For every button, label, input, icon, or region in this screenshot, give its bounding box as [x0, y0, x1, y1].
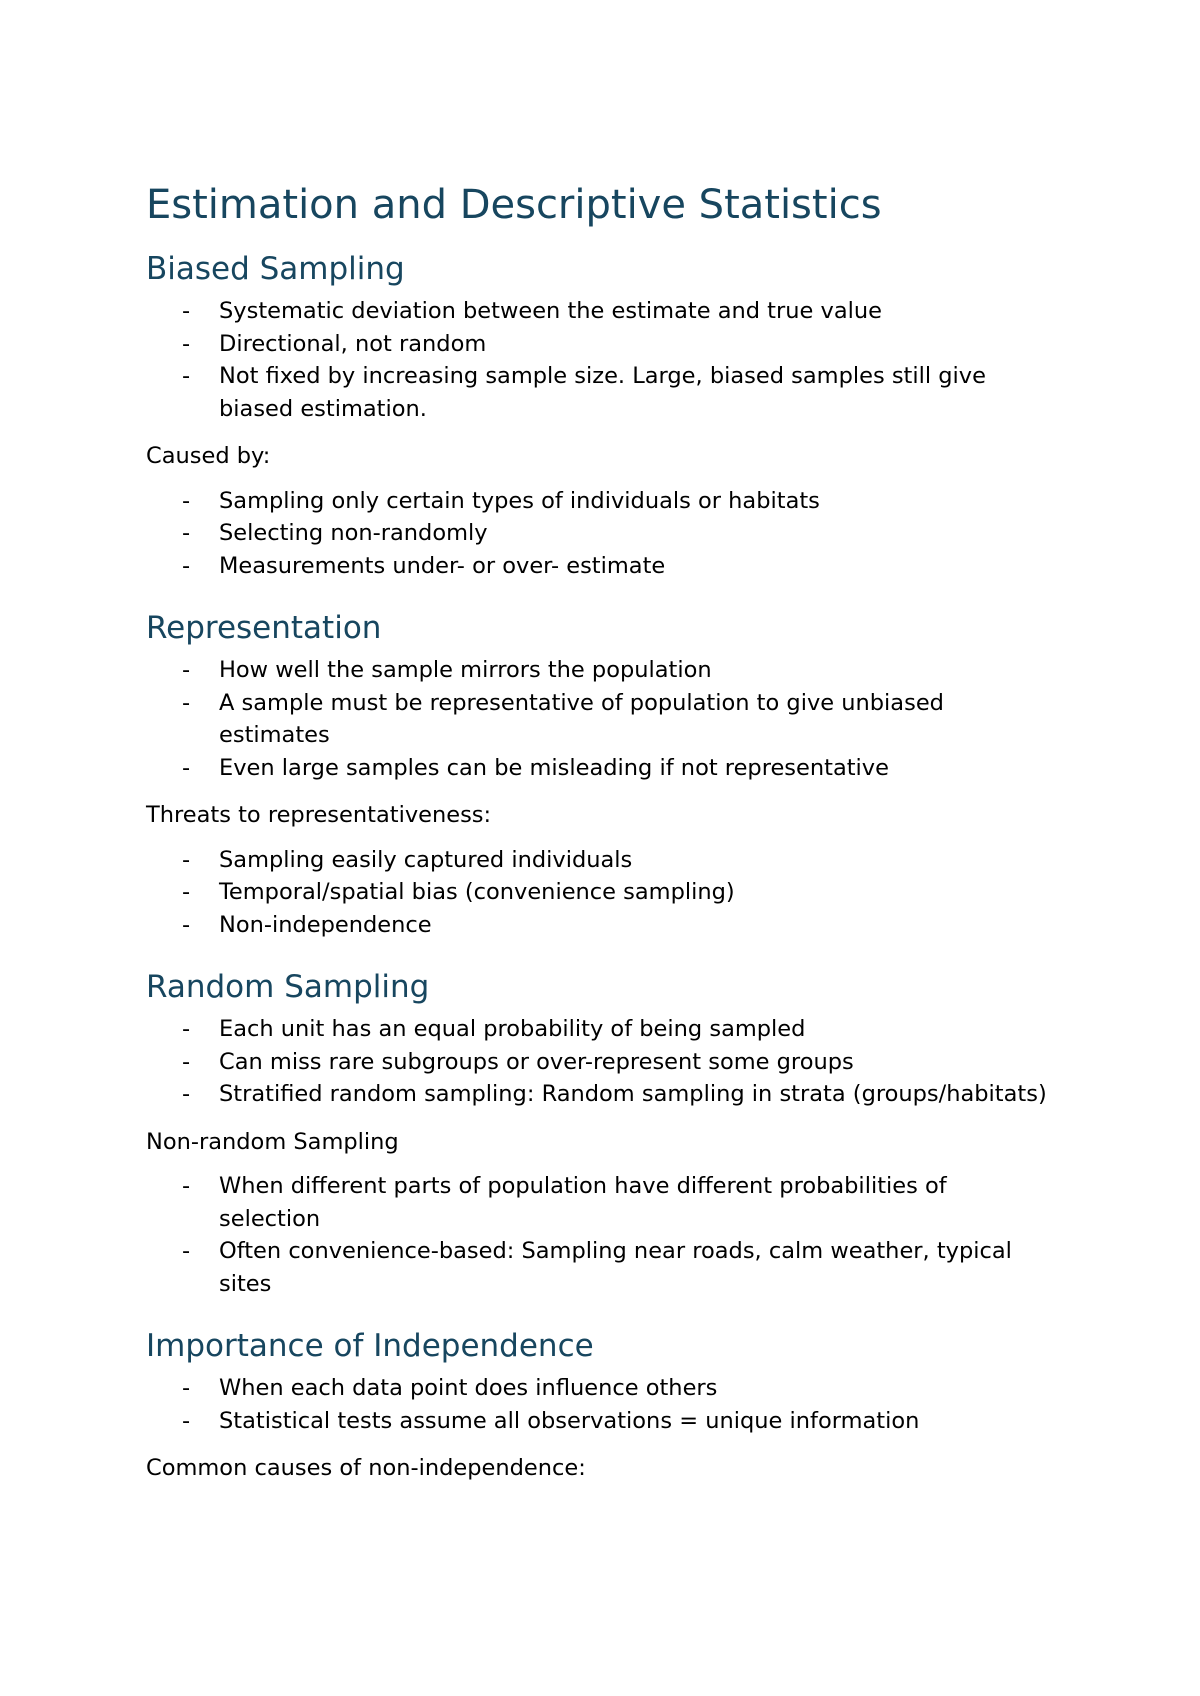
- list-item: [146, 654, 1054, 687]
- page-title: Estimation and Descriptive Statistics: [146, 182, 882, 228]
- list-item-text: Measurements under- or over- estimate: [219, 552, 666, 579]
- list-item: [146, 1405, 1054, 1438]
- list-item-text: Statistical tests assume all observations = unique information: [219, 1407, 920, 1434]
- list-item: [146, 328, 1054, 361]
- list-item-text: Sampling easily captured individuals: [219, 846, 633, 873]
- sub-label: Non-random Sampling: [146, 1128, 399, 1155]
- dash-marker: -: [182, 754, 191, 781]
- list-item: [146, 295, 1054, 328]
- list-item-text: Non-independence: [219, 911, 432, 938]
- dash-marker: -: [182, 487, 191, 514]
- list-item-text: Each unit has an equal probability of being sampled: [219, 1016, 806, 1042]
- dash-marker: -: [182, 1016, 191, 1042]
- dash-marker: -: [182, 1375, 191, 1401]
- list-item: [146, 517, 1054, 550]
- list-item-text: Can miss rare subgroups or over-represent some groups: [219, 1048, 854, 1075]
- sub-label: Threats to representativeness:: [146, 802, 492, 828]
- dash-marker: -: [182, 911, 191, 938]
- dash-marker: -: [182, 1238, 191, 1264]
- section-representation: [146, 609, 1054, 941]
- list-item-text: When different parts of population have different probabilities of selection: [219, 1173, 947, 1232]
- dash-marker: -: [182, 1048, 191, 1075]
- list-item: [146, 485, 1054, 518]
- list-item: [146, 550, 1054, 583]
- dash-marker: -: [182, 552, 191, 579]
- list-item: [146, 909, 1054, 942]
- section-random-sampling: [146, 968, 1054, 1300]
- list-item-text: How well the sample mirrors the population: [219, 657, 712, 683]
- list-item-text: When each data point does influence others: [219, 1375, 718, 1401]
- list-item-text: Even large samples can be misleading if not representative: [219, 754, 889, 781]
- dash-marker: -: [182, 879, 191, 905]
- section-heading: Representation: [146, 610, 382, 646]
- bullet-list: [146, 295, 1054, 425]
- bullet-list: [146, 1013, 1054, 1111]
- dash-marker: -: [182, 1081, 191, 1107]
- list-item-text: A sample must be representative of population to give unbiased estimates: [219, 689, 944, 748]
- list-item-text: Often convenience-based: Sampling near roads, calm weather, typical sites: [219, 1238, 1012, 1297]
- list-item: [146, 1372, 1054, 1405]
- list-item: [146, 844, 1054, 877]
- list-item-text: Stratified random sampling: Random sampling in strata (groups/habitats): [219, 1081, 1047, 1107]
- list-item: [146, 752, 1054, 785]
- section-biased-sampling: [146, 250, 1054, 582]
- list-item-text: Temporal/spatial bias (convenience sampling): [219, 879, 735, 905]
- dash-marker: -: [182, 298, 191, 324]
- dash-marker: -: [182, 657, 191, 683]
- dash-marker: -: [182, 520, 191, 546]
- section-heading: Biased Sampling: [146, 251, 405, 287]
- list-item: [146, 876, 1054, 909]
- bullet-list: [146, 844, 1054, 942]
- list-item-text: Selecting non-randomly: [219, 520, 488, 546]
- list-item-text: Directional, not random: [219, 330, 487, 357]
- list-item: [146, 1170, 1054, 1235]
- dash-marker: -: [182, 689, 191, 716]
- sub-label: Common causes of non-independence:: [146, 1455, 586, 1481]
- list-item-text: Not fixed by increasing sample size. Large, biased samples still give biased estimation.: [219, 363, 986, 422]
- sub-label: Caused by:: [146, 443, 271, 469]
- section-independence: [146, 1327, 1054, 1485]
- dash-marker: -: [182, 846, 191, 873]
- list-item-text: Systematic deviation between the estimate and true value: [219, 298, 882, 324]
- section-heading: Importance of Independence: [146, 1328, 594, 1364]
- dash-marker: -: [182, 363, 191, 389]
- list-item: [146, 1046, 1054, 1079]
- list-item: [146, 1078, 1054, 1111]
- list-item: [146, 1013, 1054, 1046]
- list-item: [146, 1235, 1054, 1300]
- dash-marker: -: [182, 1173, 191, 1199]
- list-item: [146, 360, 1054, 425]
- bullet-list: [146, 1170, 1054, 1300]
- dash-marker: -: [182, 1407, 191, 1434]
- bullet-list: [146, 654, 1054, 784]
- bullet-list: [146, 1372, 1054, 1437]
- list-item-text: Sampling only certain types of individuals or habitats: [219, 487, 820, 514]
- section-heading: Random Sampling: [146, 969, 430, 1005]
- list-item: [146, 687, 1054, 752]
- bullet-list: [146, 485, 1054, 583]
- dash-marker: -: [182, 330, 191, 357]
